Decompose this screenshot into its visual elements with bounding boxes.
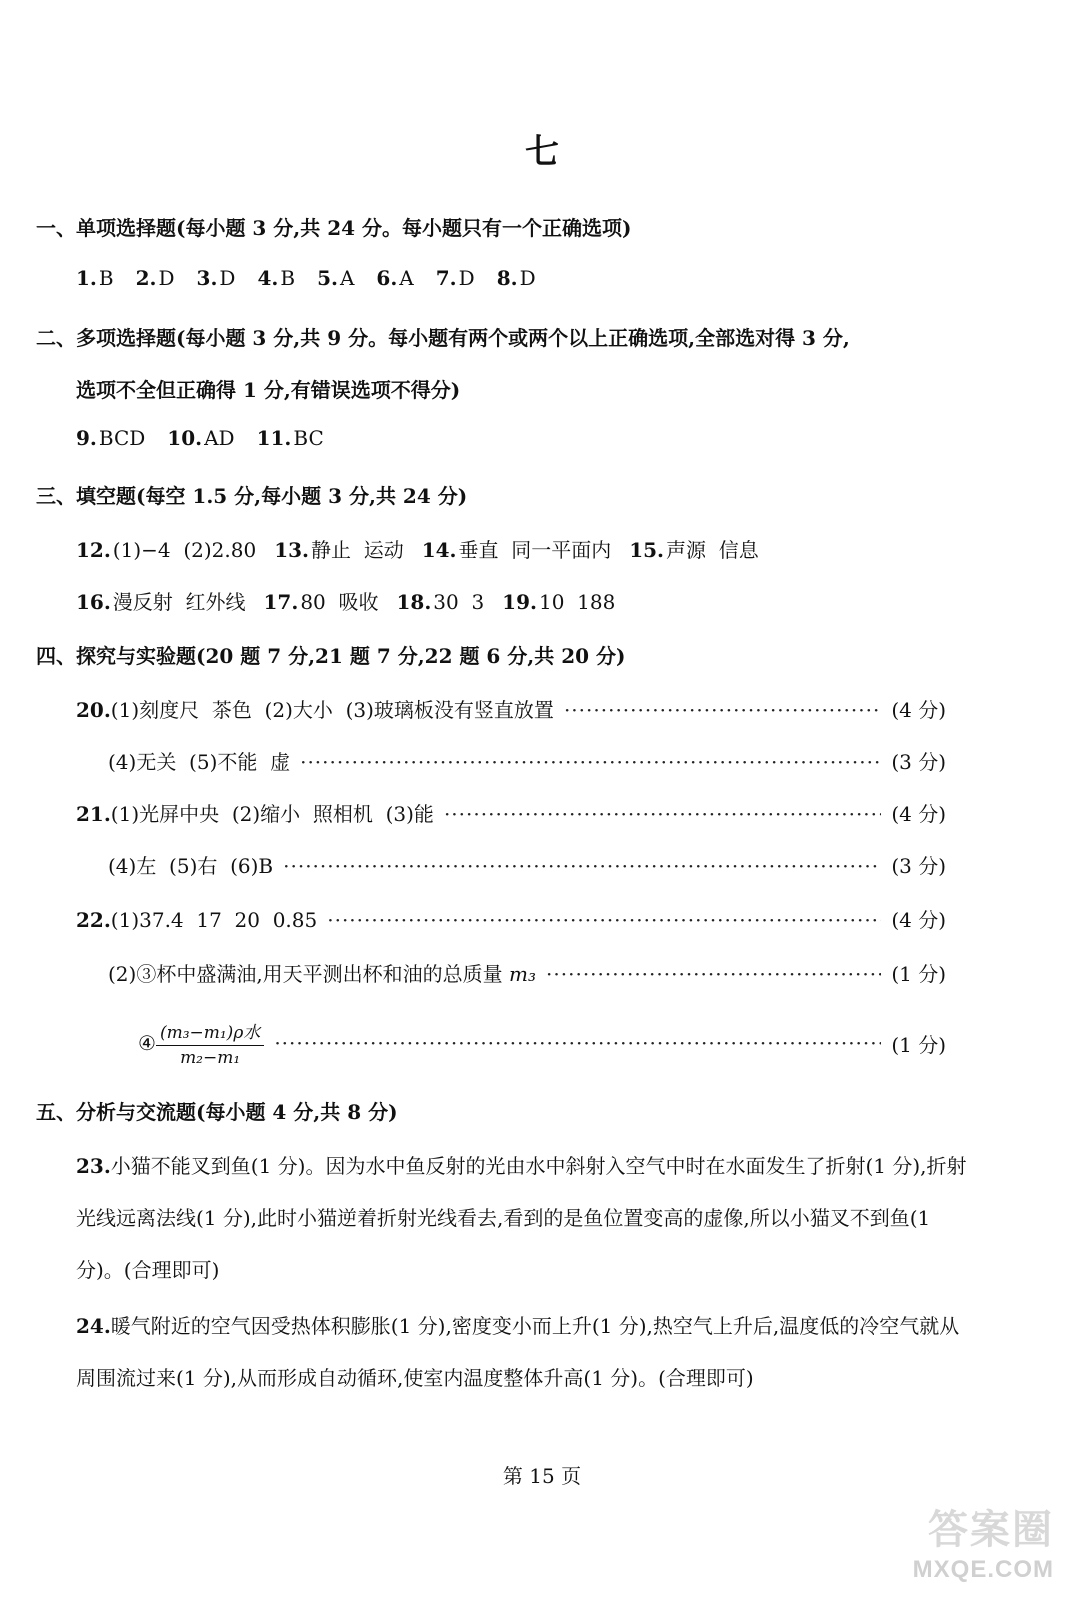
- answer-text: 80 吸收: [300, 590, 379, 614]
- leader-dots: [274, 1031, 881, 1055]
- q-number: 18.: [396, 590, 432, 614]
- q-number: 6.: [376, 266, 398, 290]
- score-label: (4 分): [891, 698, 946, 722]
- answer-choice: B: [98, 266, 114, 290]
- q-number: 21.: [76, 802, 111, 826]
- q-number: 10.: [167, 426, 203, 450]
- q-number: 11.: [256, 426, 292, 450]
- score-label: (3 分): [891, 854, 946, 878]
- answer-text: 10 188: [538, 590, 616, 614]
- circled-number: ④: [138, 1031, 156, 1055]
- answer-text: (1)−4 (2)2.80: [112, 538, 257, 562]
- leader-dots: [444, 802, 881, 826]
- q-number: 14.: [421, 538, 457, 562]
- answer-row-9-11: [76, 426, 324, 450]
- q-number: 22.: [76, 908, 111, 932]
- q-number: 1.: [76, 266, 97, 290]
- answer-paragraph-23: [76, 1140, 976, 1296]
- answer-text: 静止 运动: [310, 538, 404, 562]
- answer-choice: A: [399, 266, 414, 290]
- q-number: 23.: [76, 1154, 111, 1178]
- q-number: 4.: [257, 266, 279, 290]
- section-heading-3: 三、填空题(每空 1.5 分,每小题 3 分,共 24 分): [36, 484, 468, 508]
- section-heading-4: 四、探究与实验题(20 题 7 分,21 题 7 分,22 题 6 分,共 20 分): [36, 644, 626, 668]
- answer-row-22-part2: [108, 958, 946, 987]
- math-variable: m₃: [509, 962, 537, 986]
- q-number: 19.: [502, 590, 537, 614]
- answer-text: 30 3: [433, 590, 485, 614]
- answer-text: (4)无关 (5)不能 虚: [108, 750, 291, 774]
- answer-text: 垂直 同一平面内: [458, 538, 612, 562]
- answer-text: 漫反射 红外线: [112, 590, 246, 614]
- q-number: 5.: [317, 266, 338, 290]
- q-number: 7.: [435, 266, 457, 290]
- q-number: 16.: [76, 590, 111, 614]
- section-heading-2-cont: 选项不全但正确得 1 分,有错误选项不得分): [76, 378, 461, 402]
- leader-dots: [300, 750, 881, 774]
- fraction-numerator: (m₃−m₁)ρ水: [156, 1018, 264, 1046]
- score-label: (1 分): [891, 962, 946, 986]
- answer-text: (2)③杯中盛满油,用天平测出杯和油的总质量: [108, 962, 503, 986]
- score-label: (4 分): [891, 908, 946, 932]
- page-number: 第 15 页: [502, 1464, 582, 1488]
- watermark-text: 答案圈: [928, 1506, 1054, 1553]
- answer-choice: A: [339, 266, 355, 290]
- score-label: (1 分): [891, 1032, 946, 1057]
- answer-row-22-part1: [76, 904, 946, 933]
- watermark-url: MXQE.COM: [912, 1556, 1054, 1583]
- answer-text: 暖气附近的空气因受热体积膨胀(1 分),密度变小而上升(1 分),热空气上升后,温度低的冷空气就从周围流过来(1 分),从而形成自动循环,使室内温度整体升高(1 分)。(合理即可): [76, 1314, 960, 1390]
- q-number: 13.: [274, 538, 309, 562]
- answer-choice: D: [458, 266, 475, 290]
- answer-text: 声源 信息: [666, 538, 759, 562]
- answer-choice: D: [519, 266, 536, 290]
- page-title: 七: [525, 132, 559, 172]
- q-number: 3.: [196, 266, 218, 290]
- answer-choice: BC: [293, 426, 324, 450]
- leader-dots: [283, 854, 881, 878]
- answer-paragraph-24: [76, 1300, 976, 1404]
- q-number: 2.: [135, 266, 157, 290]
- fill-row-16-19: [76, 586, 615, 615]
- q-number: 8.: [496, 266, 518, 290]
- answer-text: (1)刻度尺 茶色 (2)大小 (3)玻璃板没有竖直放置: [110, 698, 554, 722]
- score-label: (4 分): [891, 802, 946, 826]
- answer-choice: D: [158, 266, 175, 290]
- leader-dots: [564, 698, 881, 722]
- answer-row-20-part2: [108, 746, 946, 775]
- section-heading-1: 一、单项选择题(每小题 3 分,共 24 分。每小题只有一个正确选项): [36, 216, 632, 240]
- q-number: 12.: [76, 538, 111, 562]
- answer-text: 小猫不能叉到鱼(1 分)。因为水中鱼反射的光由水中斜射入空气中时在水面发生了折射(1 分),折射光线远离法线(1 分),此时小猫逆着折射光线看去,看到的是鱼位置变高的虚像,所以小猫叉不到鱼(1 分)。(合理即可): [76, 1154, 967, 1282]
- q-number: 24.: [76, 1314, 111, 1338]
- q-number: 15.: [629, 538, 665, 562]
- section-heading-5: 五、分析与交流题(每小题 4 分,共 8 分): [36, 1100, 398, 1124]
- answer-text: (1)光屏中央 (2)缩小 照相机 (3)能: [110, 802, 434, 826]
- answer-row-1-8: [76, 266, 536, 290]
- answer-choice: D: [219, 266, 236, 290]
- answer-choice: B: [280, 266, 296, 290]
- leader-dots: [327, 908, 881, 932]
- watermark-logo: [854, 1498, 1054, 1594]
- section-heading-2: 二、多项选择题(每小题 3 分,共 9 分。每小题有两个或两个以上正确选项,全部选对得 3 分,: [36, 326, 850, 350]
- fill-row-12-15: [76, 534, 759, 563]
- density-fraction: [156, 1018, 264, 1068]
- answer-row-21-part2: [108, 850, 946, 879]
- answer-row-22-part3: [138, 1018, 946, 1068]
- score-label: (3 分): [891, 750, 946, 774]
- q-number: 17.: [263, 590, 299, 614]
- answer-choice: AD: [204, 426, 235, 450]
- q-number: 9.: [76, 426, 97, 450]
- answer-row-20-part1: [76, 694, 946, 723]
- answer-text: (1)37.4 17 20 0.85: [110, 908, 318, 932]
- answer-choice: BCD: [98, 426, 146, 450]
- fraction-denominator: m₂−m₁: [180, 1048, 241, 1068]
- answer-row-21-part1: [76, 798, 946, 827]
- q-number: 20.: [76, 698, 111, 722]
- leader-dots: [546, 962, 881, 986]
- answer-text: (4)左 (5)右 (6)B: [108, 854, 274, 878]
